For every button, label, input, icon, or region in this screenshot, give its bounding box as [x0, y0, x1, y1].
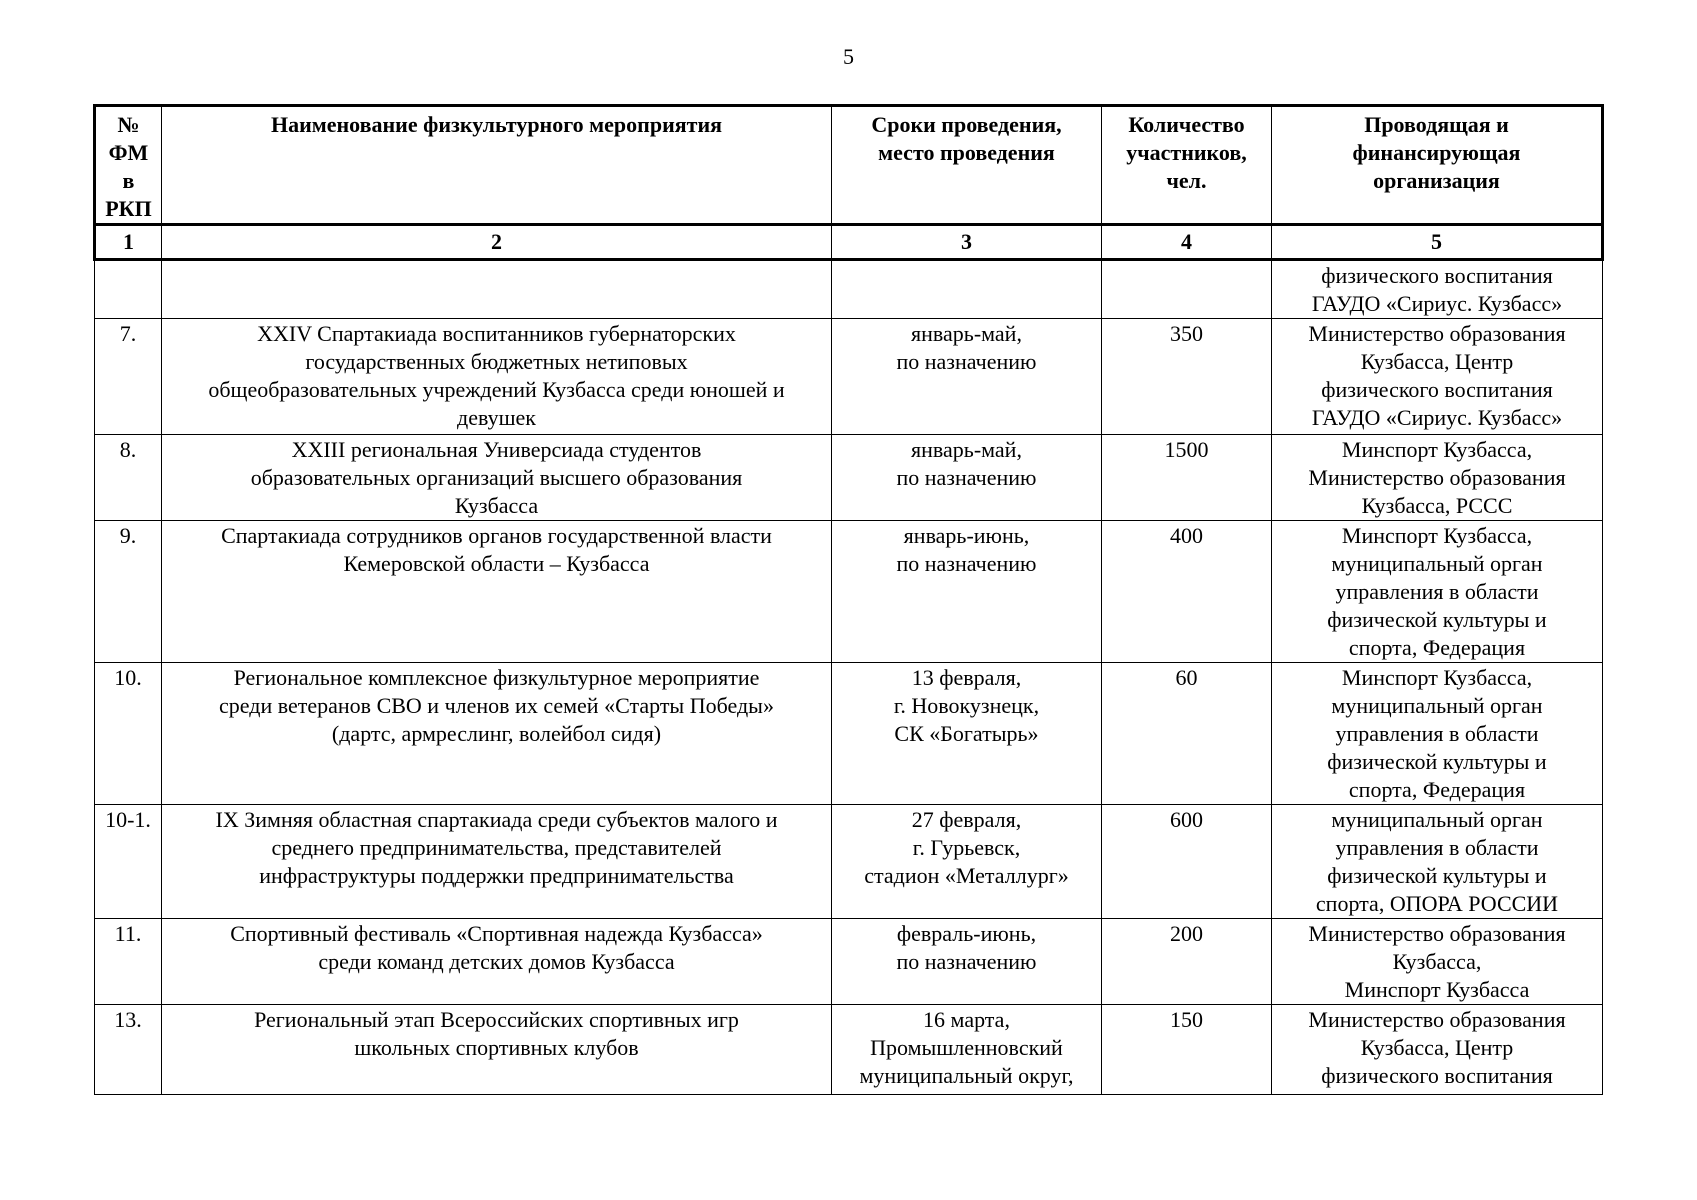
- event-name: Спартакиада сотрудников органов государственной власти Кемеровской области – Кузбасса: [162, 521, 832, 663]
- row-number: 13.: [95, 1005, 162, 1095]
- table-row: [95, 805, 1603, 919]
- participant-count: 60: [1102, 663, 1272, 805]
- event-name: [162, 260, 832, 319]
- header-event-name: Наименование физкультурного мероприятия: [162, 106, 832, 225]
- event-name: XXIII региональная Универсиада студентов образовательных организаций высшего образования Кузбасса: [162, 435, 832, 521]
- row-number: 7.: [95, 319, 162, 435]
- event-dates: 27 февраля, г. Гурьевск, стадион «Металлург»: [832, 805, 1102, 919]
- event-dates: январь-июнь, по назначению: [832, 521, 1102, 663]
- event-dates: январь-май, по назначению: [832, 435, 1102, 521]
- participant-count: 600: [1102, 805, 1272, 919]
- organization: физического воспитания ГАУДО «Сириус. Кузбасс»: [1272, 260, 1603, 319]
- table-row: [95, 319, 1603, 435]
- participant-count: [1102, 260, 1272, 319]
- event-name: Спортивный фестиваль «Спортивная надежда Кузбасса» среди команд детских домов Кузбасса: [162, 919, 832, 1005]
- event-name: Региональное комплексное физкультурное мероприятие среди ветеранов СВО и членов их семей «Старты Победы» (дартс, армреслинг, волейбол сидя): [162, 663, 832, 805]
- row-number: 9.: [95, 521, 162, 663]
- event-name: XXIV Спартакиада воспитанников губернаторских государственных бюджетных нетиповых общеобразовательных учреждений Кузбасса среди юношей и девушек: [162, 319, 832, 435]
- row-number: 11.: [95, 919, 162, 1005]
- header-dates-place: Сроки проведения, место проведения: [832, 106, 1102, 225]
- header-participants: Количество участников, чел.: [1102, 106, 1272, 225]
- organization: Минспорт Кузбасса, муниципальный орган управления в области физической культуры и спорта, Федерация: [1272, 521, 1603, 663]
- column-number: 4: [1102, 225, 1272, 260]
- event-dates: [832, 260, 1102, 319]
- header-number: № ФМ в РКП: [95, 106, 162, 225]
- organization: Минспорт Кузбасса, муниципальный орган управления в области физической культуры и спорта, Федерация: [1272, 663, 1603, 805]
- table-row: [95, 260, 1603, 319]
- organization: Минспорт Кузбасса, Министерство образования Кузбасса, РССС: [1272, 435, 1603, 521]
- event-dates: 16 марта, Промышленновский муниципальный округ,: [832, 1005, 1102, 1095]
- participant-count: 150: [1102, 1005, 1272, 1095]
- table-row: [95, 663, 1603, 805]
- row-number: 8.: [95, 435, 162, 521]
- event-name: Региональный этап Всероссийских спортивных игр школьных спортивных клубов: [162, 1005, 832, 1095]
- row-number: [95, 260, 162, 319]
- column-number: 1: [95, 225, 162, 260]
- participant-count: 400: [1102, 521, 1272, 663]
- table-row: [95, 919, 1603, 1005]
- events-table: [93, 104, 1604, 1095]
- column-number: 2: [162, 225, 832, 260]
- participant-count: 200: [1102, 919, 1272, 1005]
- participant-count: 1500: [1102, 435, 1272, 521]
- column-number-row: [95, 225, 1603, 260]
- organization: Министерство образования Кузбасса, Центр физического воспитания ГАУДО «Сириус. Кузбасс»: [1272, 319, 1603, 435]
- column-number: 5: [1272, 225, 1603, 260]
- header-row: [95, 106, 1603, 225]
- column-number: 3: [832, 225, 1102, 260]
- page-number: 5: [843, 44, 854, 69]
- organization: муниципальный орган управления в области физической культуры и спорта, ОПОРА РОССИИ: [1272, 805, 1603, 919]
- table-row: [95, 521, 1603, 663]
- table-row: [95, 435, 1603, 521]
- table-row: [95, 1005, 1603, 1095]
- row-number: 10.: [95, 663, 162, 805]
- participant-count: 350: [1102, 319, 1272, 435]
- organization: Министерство образования Кузбасса, Минспорт Кузбасса: [1272, 919, 1603, 1005]
- event-dates: 13 февраля, г. Новокузнецк, СК «Богатырь»: [832, 663, 1102, 805]
- event-dates: февраль-июнь, по назначению: [832, 919, 1102, 1005]
- event-dates: январь-май, по назначению: [832, 319, 1102, 435]
- row-number: 10-1.: [95, 805, 162, 919]
- organization: Министерство образования Кузбасса, Центр физического воспитания: [1272, 1005, 1603, 1095]
- header-organization: Проводящая и финансирующая организация: [1272, 106, 1603, 225]
- event-name: IX Зимняя областная спартакиада среди субъектов малого и среднего предпринимательства, представителей инфраструктуры поддержки предпринимательства: [162, 805, 832, 919]
